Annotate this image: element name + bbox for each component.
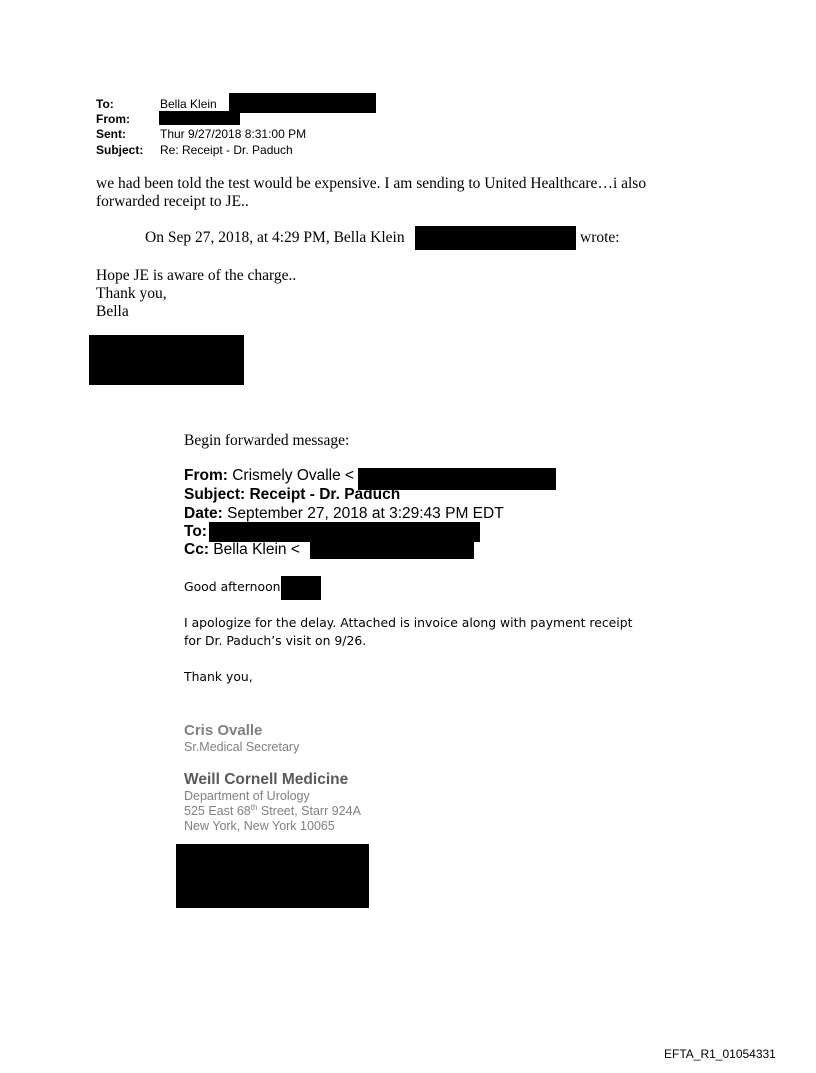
message-thanks: Thank you,: [184, 669, 253, 684]
document-id: EFTA_R1_01054331: [664, 1047, 776, 1061]
reply-line-2: forwarded receipt to JE..: [96, 193, 249, 210]
redaction-block: [89, 335, 244, 385]
forward-date: Date: September 27, 2018 at 3:29:43 PM EDT: [184, 505, 504, 522]
quote-line-1: Hope JE is aware of the charge..: [96, 267, 297, 284]
redaction-block: [281, 576, 321, 600]
redaction-block: [415, 226, 576, 250]
signature-address-2: New York, New York 10065: [184, 819, 335, 833]
signature-dept: Department of Urology: [184, 789, 310, 803]
redaction-block: [229, 93, 376, 113]
redaction-block: [310, 541, 474, 559]
forward-subject: Subject: Receipt - Dr. Paduch: [184, 486, 401, 503]
forward-cc: Cc: Bella Klein <: [184, 541, 300, 558]
redaction-block: [209, 522, 480, 542]
signature-address-1: 525 East 68th Street, Starr 924A: [184, 802, 361, 818]
redaction-block: [176, 844, 369, 908]
header-to-value: Bella Klein: [160, 97, 217, 111]
signature-name: Cris Ovalle: [184, 722, 263, 739]
signature-title: Sr.Medical Secretary: [184, 740, 300, 754]
reply-line-1: we had been told the test would be expensive. I am sending to United Healthcare…i also: [96, 175, 647, 192]
message-line-1: I apologize for the delay. Attached is invoice along with payment receipt: [184, 615, 633, 630]
forward-to: To:: [184, 523, 207, 540]
forward-begin: Begin forwarded message:: [184, 432, 350, 449]
forward-from: From: Crismely Ovalle <: [184, 467, 355, 484]
quote-intro-suffix: wrote:: [580, 229, 620, 246]
signature-org: Weill Cornell Medicine: [184, 771, 349, 788]
message-line-2: for Dr. Paduch’s visit on 9/26.: [184, 633, 367, 648]
quote-line-2: Thank you,: [96, 285, 167, 302]
header-sent-label: Sent:: [96, 127, 126, 141]
header-sent-value: Thur 9/27/2018 8:31:00 PM: [160, 127, 307, 141]
header-from-label: From:: [96, 112, 130, 126]
redaction-block: [159, 111, 240, 125]
header-to-label: To:: [96, 97, 114, 111]
header-subject-label: Subject:: [96, 143, 144, 157]
message-greeting: Good afternoon: [184, 579, 281, 594]
header-subject-value: Re: Receipt - Dr. Paduch: [160, 143, 293, 157]
quote-line-3: Bella: [96, 303, 129, 320]
quote-intro: On Sep 27, 2018, at 4:29 PM, Bella Klein: [145, 229, 405, 246]
